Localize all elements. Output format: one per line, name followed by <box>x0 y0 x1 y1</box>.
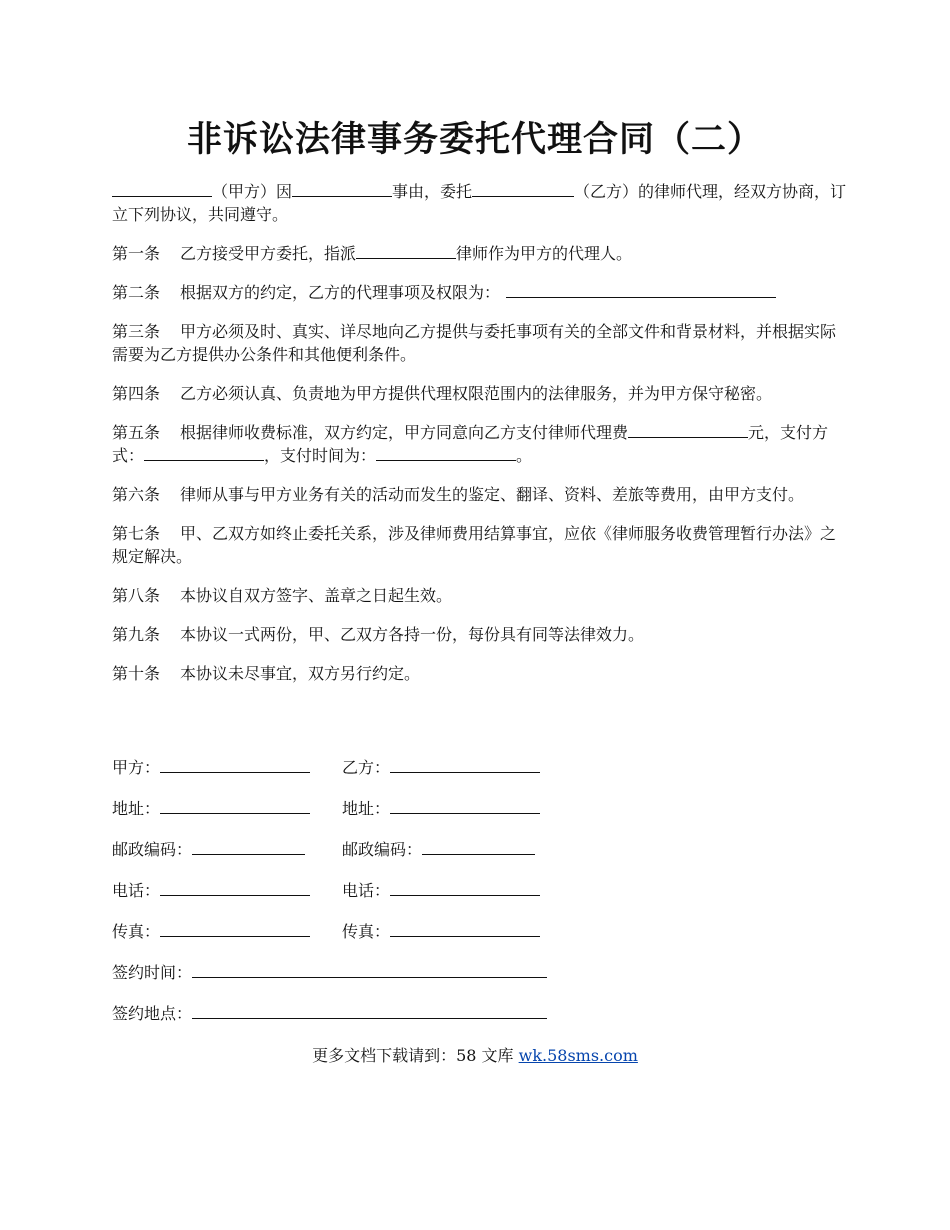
article-text: 律师作为甲方的代理人。 <box>456 244 633 263</box>
party-a-field: 甲方： <box>112 755 310 778</box>
article-6 <box>112 483 852 506</box>
article-2 <box>112 281 852 304</box>
payment-time-blank[interactable] <box>376 445 516 461</box>
article-text: 本协议一式两份，甲、乙双方各持一份，每份具有同等法律效力。 <box>180 625 645 644</box>
party-a-input[interactable] <box>160 757 310 773</box>
postcode-a-input[interactable] <box>192 839 305 855</box>
document-title: 非诉讼法律事务委托代理合同（二） <box>186 119 763 160</box>
address-b-input[interactable] <box>390 798 540 814</box>
footer-link[interactable]: wk.58sms.com <box>518 1046 638 1065</box>
matter-blank[interactable] <box>292 181 392 197</box>
article-10 <box>112 662 852 685</box>
payment-method-blank[interactable] <box>144 445 264 461</box>
article-number: 第二条 <box>112 283 161 302</box>
phone-a-input[interactable] <box>160 880 310 896</box>
party-b-blank[interactable] <box>472 181 574 197</box>
article-text: 乙方接受甲方委托，指派 <box>180 244 357 263</box>
article-number: 第五条 <box>112 423 161 442</box>
address-b-field: 地址： <box>342 796 540 819</box>
article-1 <box>112 242 852 265</box>
article-number: 第十条 <box>112 664 161 683</box>
footer <box>0 1043 950 1066</box>
article-text: 本协议未尽事宜，双方另行约定。 <box>180 664 421 683</box>
fax-a-input[interactable] <box>160 921 310 937</box>
article-number: 第一条 <box>112 244 161 263</box>
postcode-b-input[interactable] <box>422 839 535 855</box>
sign-place-field: 签约地点： <box>112 1001 547 1024</box>
fax-a-field: 传真： <box>112 919 310 942</box>
sign-time-field: 签约时间： <box>112 960 547 983</box>
address-a-field: 地址： <box>112 796 310 819</box>
fee-amount-blank[interactable] <box>628 422 748 438</box>
article-text: 甲方必须及时、真实、详尽地向乙方提供与委托事项有关的全部文件和背景材料，并根据实际需要为乙方提供办公条件和其他便利条件。 <box>112 322 837 364</box>
article-text: ，支付时间为： <box>264 446 377 465</box>
intro-text-3: （乙方）的律师代理，经双方协商，订立下列协议，共同遵守。 <box>112 182 847 224</box>
sign-time-input[interactable] <box>192 962 547 978</box>
article-text: 律师从事与甲方业务有关的活动而发生的鉴定、翻译、资料、差旅等费用，由甲方支付。 <box>180 485 805 504</box>
article-text: 甲、乙双方如终止委托关系，涉及律师费用结算事宜，应依《律师服务收费管理暂行办法》之规定解决。 <box>112 524 837 566</box>
fax-b-input[interactable] <box>390 921 540 937</box>
phone-a-field: 电话： <box>112 878 310 901</box>
article-number: 第四条 <box>112 384 161 403</box>
article-text: 。 <box>516 446 533 465</box>
article-number: 第九条 <box>112 625 161 644</box>
sign-place-input[interactable] <box>192 1003 547 1019</box>
authority-blank[interactable] <box>506 282 776 298</box>
article-9 <box>112 623 852 646</box>
article-3 <box>112 320 852 366</box>
article-text: 根据律师收费标准，双方约定，甲方同意向乙方支付律师代理费 <box>180 423 629 442</box>
article-number: 第八条 <box>112 586 161 605</box>
footer-text: 更多文档下载请到：58 文库 <box>312 1046 519 1065</box>
article-text: 根据双方的约定，乙方的代理事项及权限为： <box>180 283 501 302</box>
postcode-a-field: 邮政编码： <box>112 837 305 860</box>
intro-text-2: 事由，委托 <box>392 182 473 201</box>
postcode-b-field: 邮政编码： <box>342 837 535 860</box>
party-a-blank[interactable] <box>112 181 212 197</box>
phone-b-field: 电话： <box>342 878 540 901</box>
article-number: 第七条 <box>112 524 161 543</box>
party-b-field: 乙方： <box>342 755 540 778</box>
intro-paragraph <box>112 180 852 226</box>
lawyer-name-blank[interactable] <box>356 243 456 259</box>
article-7 <box>112 522 852 568</box>
article-number: 第三条 <box>112 322 161 341</box>
article-4 <box>112 382 852 405</box>
party-b-input[interactable] <box>390 757 540 773</box>
article-number: 第六条 <box>112 485 161 504</box>
article-8 <box>112 584 852 607</box>
article-text: 乙方必须认真、负责地为甲方提供代理权限范围内的法律服务，并为甲方保守秘密。 <box>180 384 773 403</box>
article-text: 元，支付方式： <box>112 423 829 465</box>
phone-b-input[interactable] <box>390 880 540 896</box>
fax-b-field: 传真： <box>342 919 540 942</box>
intro-text-1: （甲方）因 <box>212 182 293 201</box>
contract-body <box>112 180 852 701</box>
article-5 <box>112 421 852 467</box>
article-text: 本协议自双方签字、盖章之日起生效。 <box>180 586 453 605</box>
address-a-input[interactable] <box>160 798 310 814</box>
